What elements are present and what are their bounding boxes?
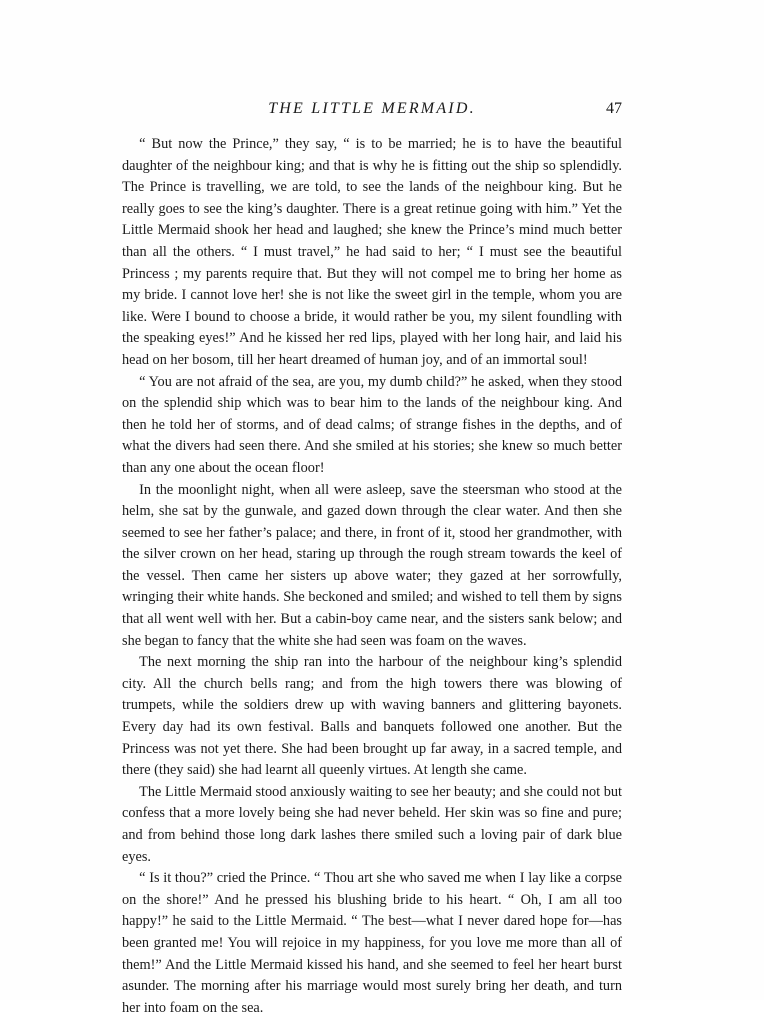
- running-head: [122, 100, 622, 126]
- paragraph: The Little Mermaid stood anxiously waiting to see her beauty; and she could not but confess that a more lovely being she had never beheld. Her skin was so fine and pure; and from behind those long dark lashes there smiled such a loving pair of dark blue eyes.: [122, 783, 622, 865]
- paragraph: “ But now the Prince,” they say, “ is to be married; he is to have the beautiful daughter of the neighbour king; and that is why he is fitting out the ship so splendidly. The Prince is travelling, we are told, to see the lands of the neighbour king. But he really goes to see the king’s daughter. There is a great retinue going with him.” Yet the Little Mermaid shook her head and laughed; she knew the Prince’s mind much better than all the others. “ I must travel,” he had said to her; “ I must see the beautiful Princess ; my parents require that. But they will not compel me to bring her home as my bride. I cannot love her! she is not like the sweet girl in the temple, whom you are like. Were I bound to choose a bride, it would rather be you, my silent foundling with the speaking eyes!” And he kissed her red lips, played with her long hair, and laid his head on her bosom, till her heart dreamed of human joy, and of an immortal soul!: [122, 136, 622, 368]
- paragraph: In the moonlight night, when all were asleep, save the steersman who stood at the helm, she sat by the gunwale, and gazed down through the clear water. And then she seemed to see her father’s palace; and there, in front of it, stood her grandmother, with the silver crown on her head, staring up through the rough stream towards the keel of the vessel. Then came her sisters up above water; they gazed at her sorrowfully, wringing their white hands. She beckoned and smiled; and wished to tell them by signs that all went well with her. But a cabin-boy came near, and the sisters sank below; and she began to fancy that the white she had seen was foam on the waves.: [122, 481, 622, 649]
- body-text: [122, 134, 622, 1019]
- paragraph: “ Is it thou?” cried the Prince. “ Thou art she who saved me when I lay like a corpse on the shore!” And he pressed his blushing bride to his heart. “ Oh, I am all too happy!” he said to the Little Mermaid. “ The best—what I never dared hope for—has been granted me! You will rejoice in my happiness, for you love me more than all of them!” And the Little Mermaid kissed his hand, and she seemed to feel her heart burst asunder. The morning after his marriage would most surely bring her death, and turn her into foam on the sea.: [122, 870, 622, 1016]
- paragraph: “ You are not afraid of the sea, are you, my dumb child?” he asked, when they stood on the splendid ship which was to bear him to the lands of the neighbour king. And then he told her of storms, and of dead calms; of strange fishes in the depths, and of what the divers had seen there. And she smiled at his stories; she knew so much better than any one about the ocean floor!: [122, 373, 622, 476]
- page-number: 47: [606, 100, 622, 117]
- paragraph: The next morning the ship ran into the harbour of the neighbour king’s splendid city. All the church bells rang; and from the high towers there was blowing of trumpets, while the soldiers drew up with waving banners and glittering bayonets. Every day had its own festival. Balls and banquets followed one another. But the Princess was not yet there. She had been brought up far away, in a sacred temple, and there (they said) she had learnt all queenly virtues. At length she came.: [122, 654, 622, 779]
- running-title: THE LITTLE MERMAID.: [268, 100, 476, 117]
